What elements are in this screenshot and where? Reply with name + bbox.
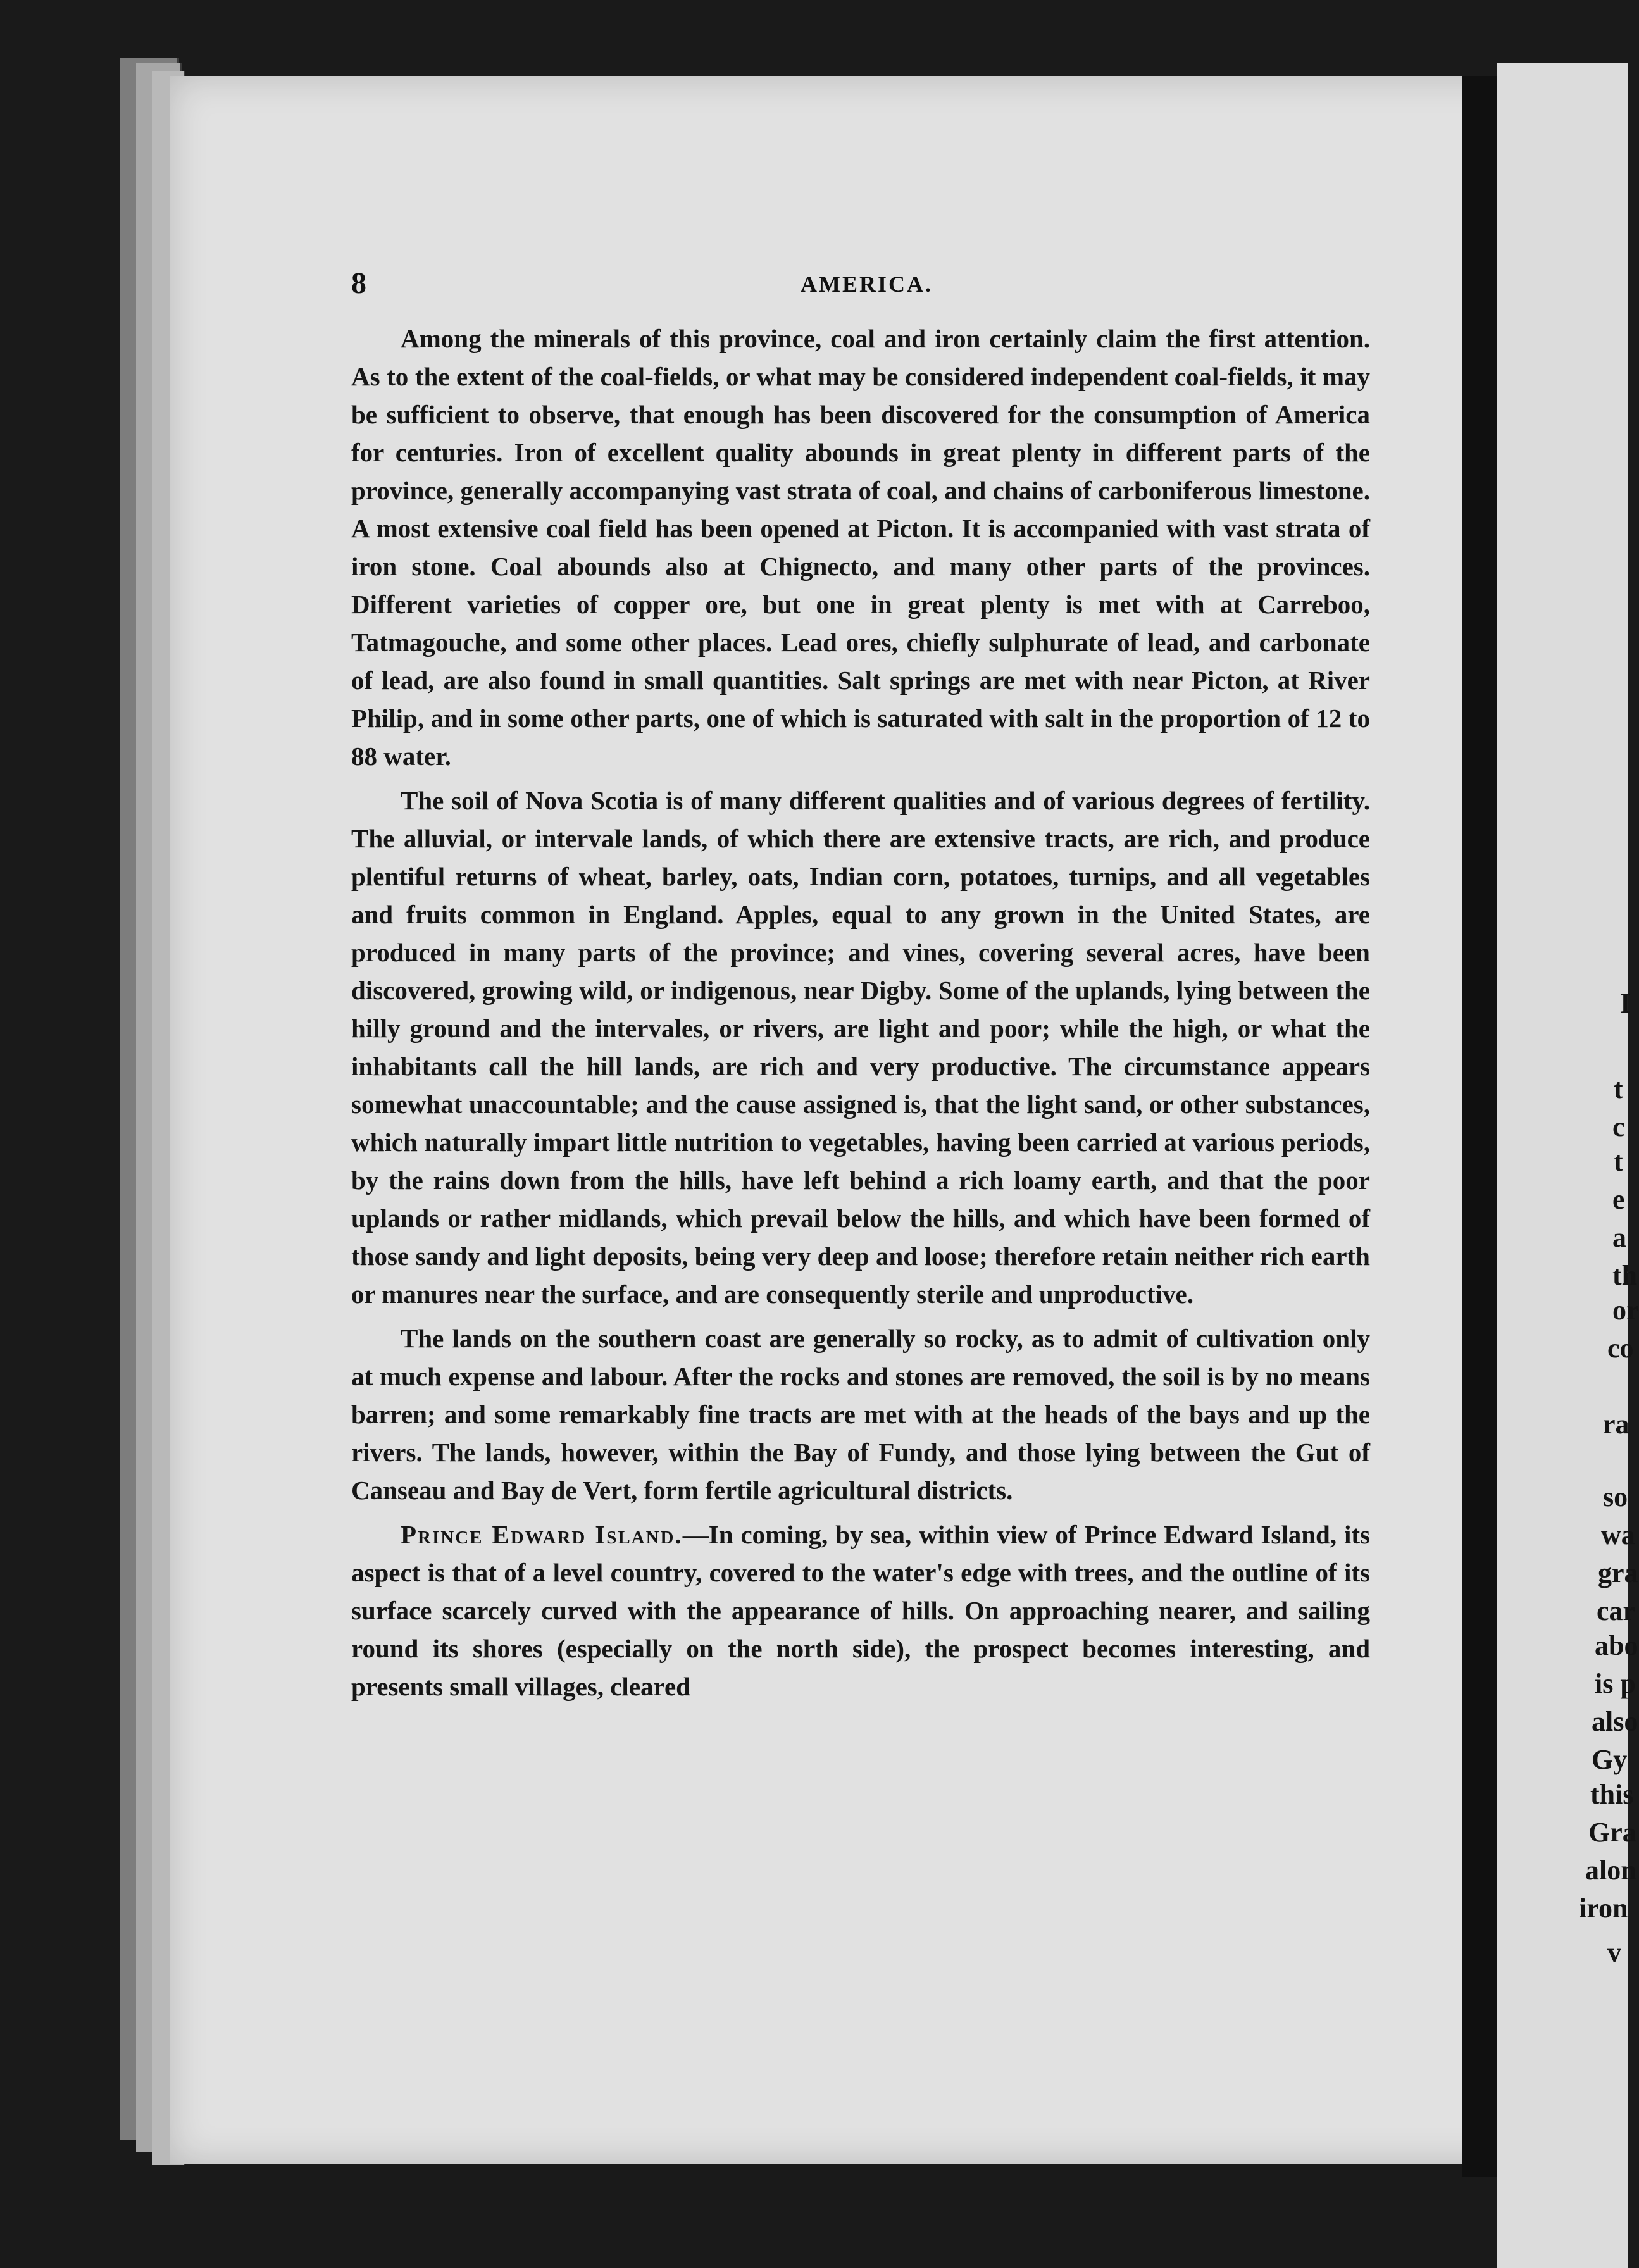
paragraph-text: —In coming, by sea, within view of Prince Edward Island, its aspect is that of a level country, covered to the water's edge with trees, and the outline of its surface scarcely curved with the appearance of hills. On approaching nearer, and sailing round its shores (especially on the north side), the prospect becomes interesting, and presents small villages, cleared bbox=[351, 1520, 1370, 1701]
facing-fragment: iron bbox=[1579, 1893, 1628, 1924]
running-head: AMERICA. bbox=[801, 271, 933, 297]
section-heading: Prince Edward Island. bbox=[401, 1520, 683, 1549]
facing-fragment: so bbox=[1603, 1481, 1628, 1512]
facing-page bbox=[1497, 63, 1639, 2268]
facing-fragment: gra bbox=[1598, 1557, 1638, 1588]
facing-fragment: c bbox=[1612, 1111, 1625, 1142]
facing-fragment: also bbox=[1592, 1706, 1638, 1737]
facing-fragment: t bbox=[1614, 1146, 1623, 1177]
facing-fragment: car bbox=[1597, 1595, 1636, 1626]
facing-fragment: th bbox=[1612, 1260, 1638, 1291]
book-gutter bbox=[1462, 76, 1497, 2177]
facing-fragment: is p bbox=[1595, 1668, 1636, 1699]
facing-fragment: v bbox=[1607, 1937, 1621, 1968]
paragraph: The soil of Nova Scotia is of many different qualities and of various degrees of fertility. The alluvial, or intervale lands, of which there are extensive tracts, are rich, and produce plentiful returns of wheat, barley, oats, Indian corn, potatoes, turnips, and all vegetables and fruits common in England. Apples, equal to any grown in the United States, are produced in many parts of the province; and vines, covering several acres, have been discovered, growing wild, or indigenous, near Digby. Some of the uplands, lying between the hilly ground and the intervales, or rivers, are light and poor; while the high, or what the inhabitants call the hill lands, are rich and very productive. The circumstance appears somewhat unaccountable; and the cause assigned is, that the light sand, or other substances, which naturally impart little nutrition to vegetables, having been carried at various periods, by the rains down from the hills, have left behind a rich loamy earth, and that the poor uplands or rather midlands, which prevail below the hills, and which have been formed of those sandy and light deposits, being very deep and loose; therefore retain neither rich earth or manures near the surface, and are consequently sterile and unproductive. bbox=[351, 786, 1370, 1309]
facing-fragment: e bbox=[1612, 1184, 1625, 1215]
facing-fragment: wa bbox=[1601, 1519, 1635, 1550]
page-body bbox=[351, 320, 1370, 1712]
facing-fragment: t bbox=[1614, 1073, 1623, 1104]
facing-fragment: Gy bbox=[1592, 1744, 1628, 1775]
facing-fragment: I bbox=[1620, 988, 1631, 1019]
facing-fragment: abo bbox=[1595, 1630, 1638, 1661]
facing-fragment: co bbox=[1607, 1333, 1634, 1364]
page-header bbox=[351, 266, 1364, 304]
facing-fragment: Gra bbox=[1588, 1817, 1636, 1848]
facing-fragment: alon bbox=[1585, 1855, 1636, 1886]
paragraph: Among the minerals of this province, coal and iron certainly claim the first attention. As to the extent of the coal-fields, or what may be considered independent coal-fields, it may be sufficient to observe, that enough has been discovered for the consumption of America for centuries. Iron of excellent quality abounds in great plenty in different parts of the province, generally accompanying vast strata of coal, and chains of carboniferous limestone. A most extensive coal field has been opened at Picton. It is accompanied with vast strata of iron stone. Coal abounds also at Chignecto, and many other parts of the provinces. Different varieties of copper ore, but one in great plenty is met with at Carreboo, Tatmagouche, and some other places. Lead ores, chiefly sulphurate of lead, and carbonate of lead, are also found in small quantities. Salt springs are met with near Picton, at River Philip, and in some other parts, one of which is saturated with salt in the proportion of 12 to 88 water. bbox=[351, 324, 1370, 771]
paragraph: The lands on the southern coast are generally so rocky, as to admit of cultivation only at much expense and labour. After the rocks and stones are removed, the soil is by no means barren; and some remarkably fine tracts are met with at the heads of the bays and up the rivers. The lands, however, within the Bay of Fundy, and those lying between the Gut of Canseau and Bay de Vert, form fertile agricultural districts. bbox=[351, 1324, 1370, 1505]
facing-fragment: this bbox=[1590, 1779, 1634, 1810]
facing-fragment: a bbox=[1612, 1222, 1626, 1253]
facing-fragment: ra bbox=[1603, 1409, 1630, 1440]
paragraph bbox=[351, 1516, 1370, 1705]
page-number: 8 bbox=[351, 266, 366, 300]
facing-fragment: or bbox=[1612, 1295, 1639, 1326]
